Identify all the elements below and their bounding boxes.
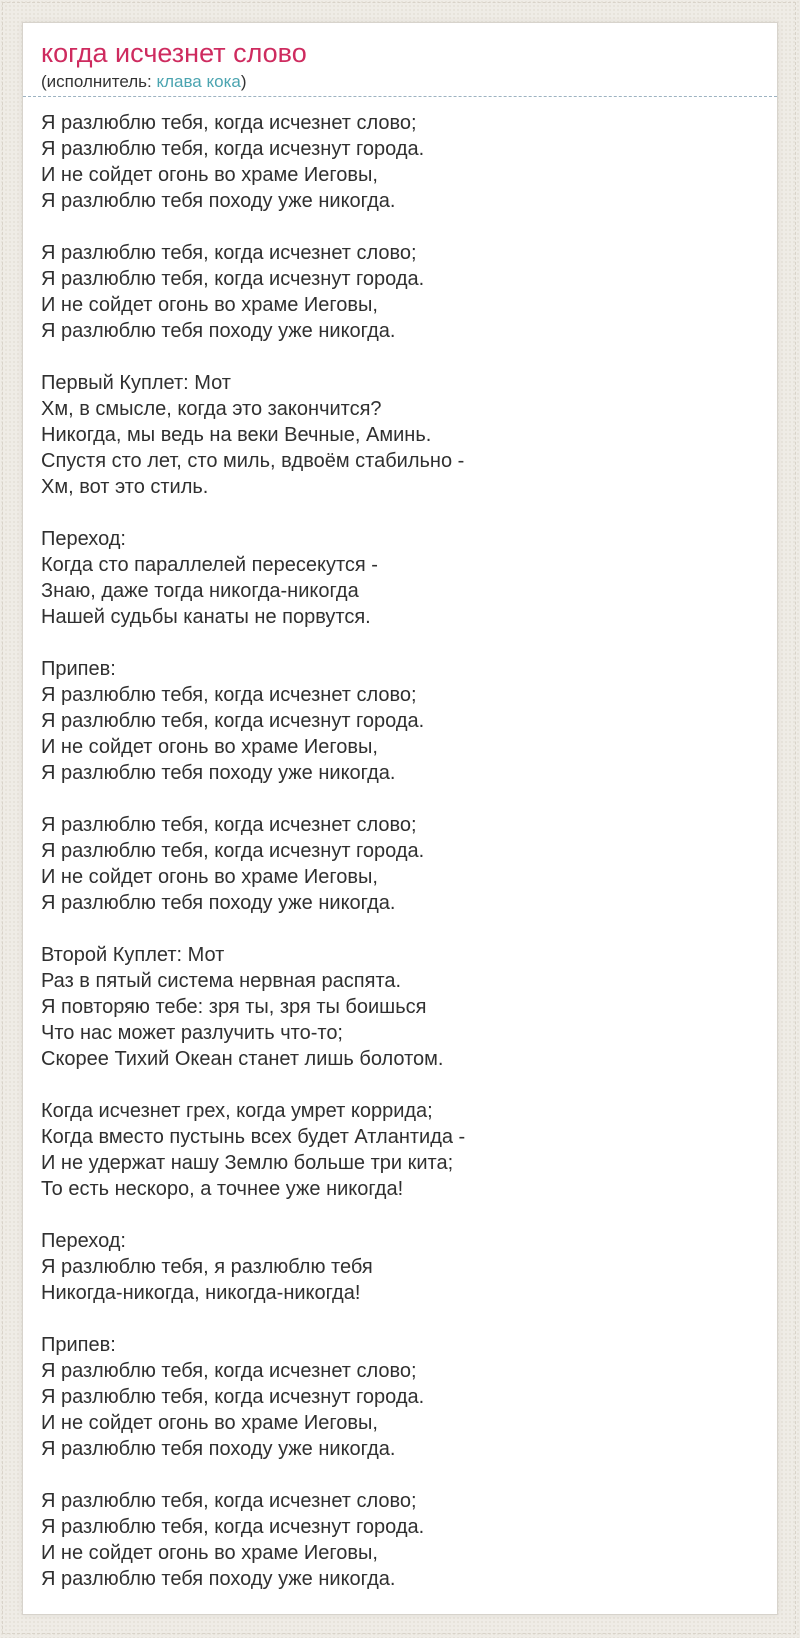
lyric-line: Я разлюблю тебя, когда исчезнет слово;	[41, 814, 417, 836]
lyric-stanza	[41, 370, 759, 500]
lyric-stanza	[41, 526, 759, 630]
lyrics-body	[23, 97, 777, 1592]
lyric-stanza	[41, 1332, 759, 1462]
lyric-stanza	[41, 656, 759, 786]
lyric-line: Спустя сто лет, сто миль, вдвоём стабильно -	[41, 450, 465, 472]
song-title: когда исчезнет слово	[41, 38, 307, 68]
lyric-line: И не сойдет огонь во храме Иеговы,	[41, 164, 378, 186]
song-header	[23, 23, 777, 97]
lyric-line: Когда вместо пустынь всех будет Атлантида -	[41, 1126, 466, 1148]
lyric-line: Я разлюблю тебя, когда исчезнут города.	[41, 1386, 425, 1408]
lyric-line: Я разлюблю тебя походу уже никогда.	[41, 1568, 396, 1590]
lyric-line: Я разлюблю тебя, когда исчезнет слово;	[41, 242, 417, 264]
lyric-line: Я разлюблю тебя, когда исчезнут города.	[41, 840, 425, 862]
lyric-line: Я разлюблю тебя походу уже никогда.	[41, 1438, 396, 1460]
lyric-stanza	[41, 1098, 759, 1202]
lyric-line: И не сойдет огонь во храме Иеговы,	[41, 866, 378, 888]
artist-label-prefix: (исполнитель:	[41, 72, 157, 91]
lyric-line: Я разлюблю тебя, когда исчезнет слово;	[41, 1360, 417, 1382]
artist-label-suffix: )	[240, 72, 247, 91]
lyric-line: Припев:	[41, 658, 116, 680]
lyric-line: Я разлюблю тебя походу уже никогда.	[41, 892, 396, 914]
lyric-line: Когда исчезнет грех, когда умрет коррида;	[41, 1100, 433, 1122]
lyric-line: Скорее Тихий Океан станет лишь болотом.	[41, 1048, 444, 1070]
lyric-stanza	[41, 110, 759, 214]
lyric-line: Знаю, даже тогда никогда-никогда	[41, 580, 359, 602]
lyric-line: Я разлюблю тебя походу уже никогда.	[41, 190, 396, 212]
lyric-line: Я разлюблю тебя, когда исчезнут города.	[41, 1516, 425, 1538]
lyric-line: Первый Куплет: Мот	[41, 372, 231, 394]
lyric-line: И не сойдет огонь во храме Иеговы,	[41, 294, 378, 316]
artist-line	[41, 70, 759, 94]
lyric-line: Я разлюблю тебя походу уже никогда.	[41, 762, 396, 784]
lyric-line: Когда сто параллелей пересекутся -	[41, 554, 378, 576]
lyric-line: Раз в пятый система нервная распята.	[41, 970, 402, 992]
lyric-line: Я разлюблю тебя, когда исчезнут города.	[41, 710, 425, 732]
lyric-line: Что нас может разлучить что-то;	[41, 1022, 343, 1044]
lyric-line: И не удержат нашу Землю больше три кита;	[41, 1152, 454, 1174]
lyrics-card	[22, 22, 778, 1615]
lyric-stanza	[41, 942, 759, 1072]
lyric-line: И не сойдет огонь во храме Иеговы,	[41, 1412, 378, 1434]
lyric-line: И не сойдет огонь во храме Иеговы,	[41, 1542, 378, 1564]
lyric-line: Переход:	[41, 1230, 126, 1252]
lyric-line: Нашей судьбы канаты не порвутся.	[41, 606, 371, 628]
lyric-line: Я разлюблю тебя, когда исчезнут города.	[41, 268, 425, 290]
lyric-line: Припев:	[41, 1334, 116, 1356]
lyric-stanza	[41, 240, 759, 344]
lyric-line: Переход:	[41, 528, 126, 550]
lyric-line: Я разлюблю тебя, когда исчезнет слово;	[41, 684, 417, 706]
lyric-stanza	[41, 812, 759, 916]
lyric-line: Я повторяю тебе: зря ты, зря ты боишься	[41, 996, 427, 1018]
lyric-line: Хм, вот это стиль.	[41, 476, 209, 498]
lyric-line: И не сойдет огонь во храме Иеговы,	[41, 736, 378, 758]
lyric-line: То есть нескоро, а точнее уже никогда!	[41, 1178, 404, 1200]
lyric-line: Я разлюблю тебя, когда исчезнет слово;	[41, 112, 417, 134]
lyric-line: Я разлюблю тебя, когда исчезнет слово;	[41, 1490, 417, 1512]
lyric-stanza	[41, 1228, 759, 1306]
lyric-line: Хм, в смысле, когда это закончится?	[41, 398, 382, 420]
lyric-line: Никогда, мы ведь на веки Вечные, Аминь.	[41, 424, 432, 446]
lyric-line: Никогда-никогда, никогда-никогда!	[41, 1282, 361, 1304]
lyric-line: Я разлюблю тебя походу уже никогда.	[41, 320, 396, 342]
artist-link[interactable]: клава кока	[156, 72, 241, 91]
lyric-line: Второй Куплет: Мот	[41, 944, 225, 966]
lyric-stanza	[41, 1488, 759, 1592]
lyric-line: Я разлюблю тебя, когда исчезнут города.	[41, 138, 425, 160]
lyric-line: Я разлюблю тебя, я разлюблю тебя	[41, 1256, 373, 1278]
